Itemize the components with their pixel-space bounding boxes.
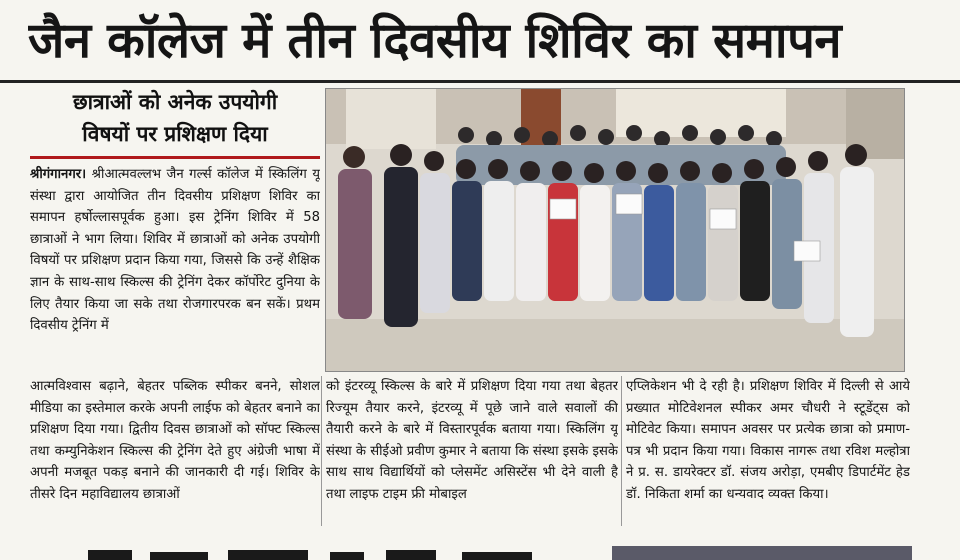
- column-divider: [321, 376, 322, 526]
- article-column-3: एप्लिकेशन भी दे रही है। प्रशिक्षण शिविर में दिल्ली से आये प्रख्यात मोटिवेशनल स्पीकर अमर चौधरी ने स्टूडेंट्स को मोटिवेट किया। समापन अवसर पर प्रत्येक छात्रा को प्रमाण-पत्र भी प्रदान किया गया। विकास नागरू तथा रविश मल्होत्रा ने प्र. स. डायरेक्टर डॉ. संजय अरोड़ा, एमबीए डिपार्टमेंट हेड डॉ. निकिता शर्मा का धन्यवाद व्यक्त किया।: [626, 379, 910, 502]
- group-photo-illustration: [326, 89, 904, 371]
- headline-divider: [0, 80, 960, 83]
- subheadline: [30, 86, 320, 152]
- subhead-divider: [30, 156, 320, 159]
- column-divider: [621, 376, 622, 526]
- article-column-2: को इंटरव्यू स्किल्स के बारे में प्रशिक्षण दिया गया तथा बेहतर रिज्यूम तैयार करने, इंटरव्यू में पूछे जाने वाले सवालों की तैयारी करने के बारे में विस्तारपूर्वक बताया गया। स्किलिंग यू संस्था के सीईओ प्रवीण कुमार ने बताया कि संस्था इसके इसके साथ साथ विद्यार्थियों को प्लेसमेंट असिस्टेंस भी देने वाली है तथा लाइफ टाइम फ्री मोबाइल: [326, 379, 618, 502]
- article-text-1: श्रीआत्मवल्लभ जैन गर्ल्स कॉलेज में स्किलिंग यू संस्था द्वारा आयोजित तीन दिवसीय प्रशिक्षण शिविर का समापन हर्षोल्लासपूर्वक हुआ। इस ट्रेनिंग शिविर में 58 छात्राओं ने भाग लिया। शिविर में छात्राओं को अनेक उपयोगी विषयों पर प्रशिक्षण प्रदान किया गया, जिससे कि उन्हें शैक्षिक ज्ञान के साथ-साथ स्किल्स की ट्रेनिंग देकर कॉर्पोरेट दुनिया के लिए तैयार किया जा सके तथा रोजगारपरक बन सकें। प्रथम दिवसीय ट्रेनिंग में: [30, 167, 320, 334]
- dateline: श्रीगंगानगर।: [30, 167, 87, 182]
- subhead-line-2: विषयों पर प्रशिक्षण दिया: [82, 122, 268, 146]
- headline: जैन कॉलेज में तीन दिवसीय शिविर का समापन: [28, 12, 842, 69]
- next-article-image: [612, 546, 912, 560]
- article-column-1-top: [30, 164, 320, 382]
- news-photo: [325, 88, 905, 372]
- subhead-line-1: छात्राओं को अनेक उपयोगी: [72, 90, 278, 114]
- article-column-1-bottom: आत्मविश्वास बढ़ाने, बेहतर पब्लिक स्पीकर बनने, सोशल मीडिया का इस्तेमाल करके अपनी लाईफ को बेहतर बनाने का प्रशिक्षण दिया गया। द्वितीय दिवस छात्राओं को सॉफ्ट स्किल्स तथा कम्युनिकेशन स्किल्स की ट्रेनिंग देते हुए अंग्रेजी भाषा में अपनी मजबूत पकड़ बनाने की जानकारी दी गई। शिविर के तीसरे दिन महाविद्यालय छात्राओं: [30, 379, 320, 502]
